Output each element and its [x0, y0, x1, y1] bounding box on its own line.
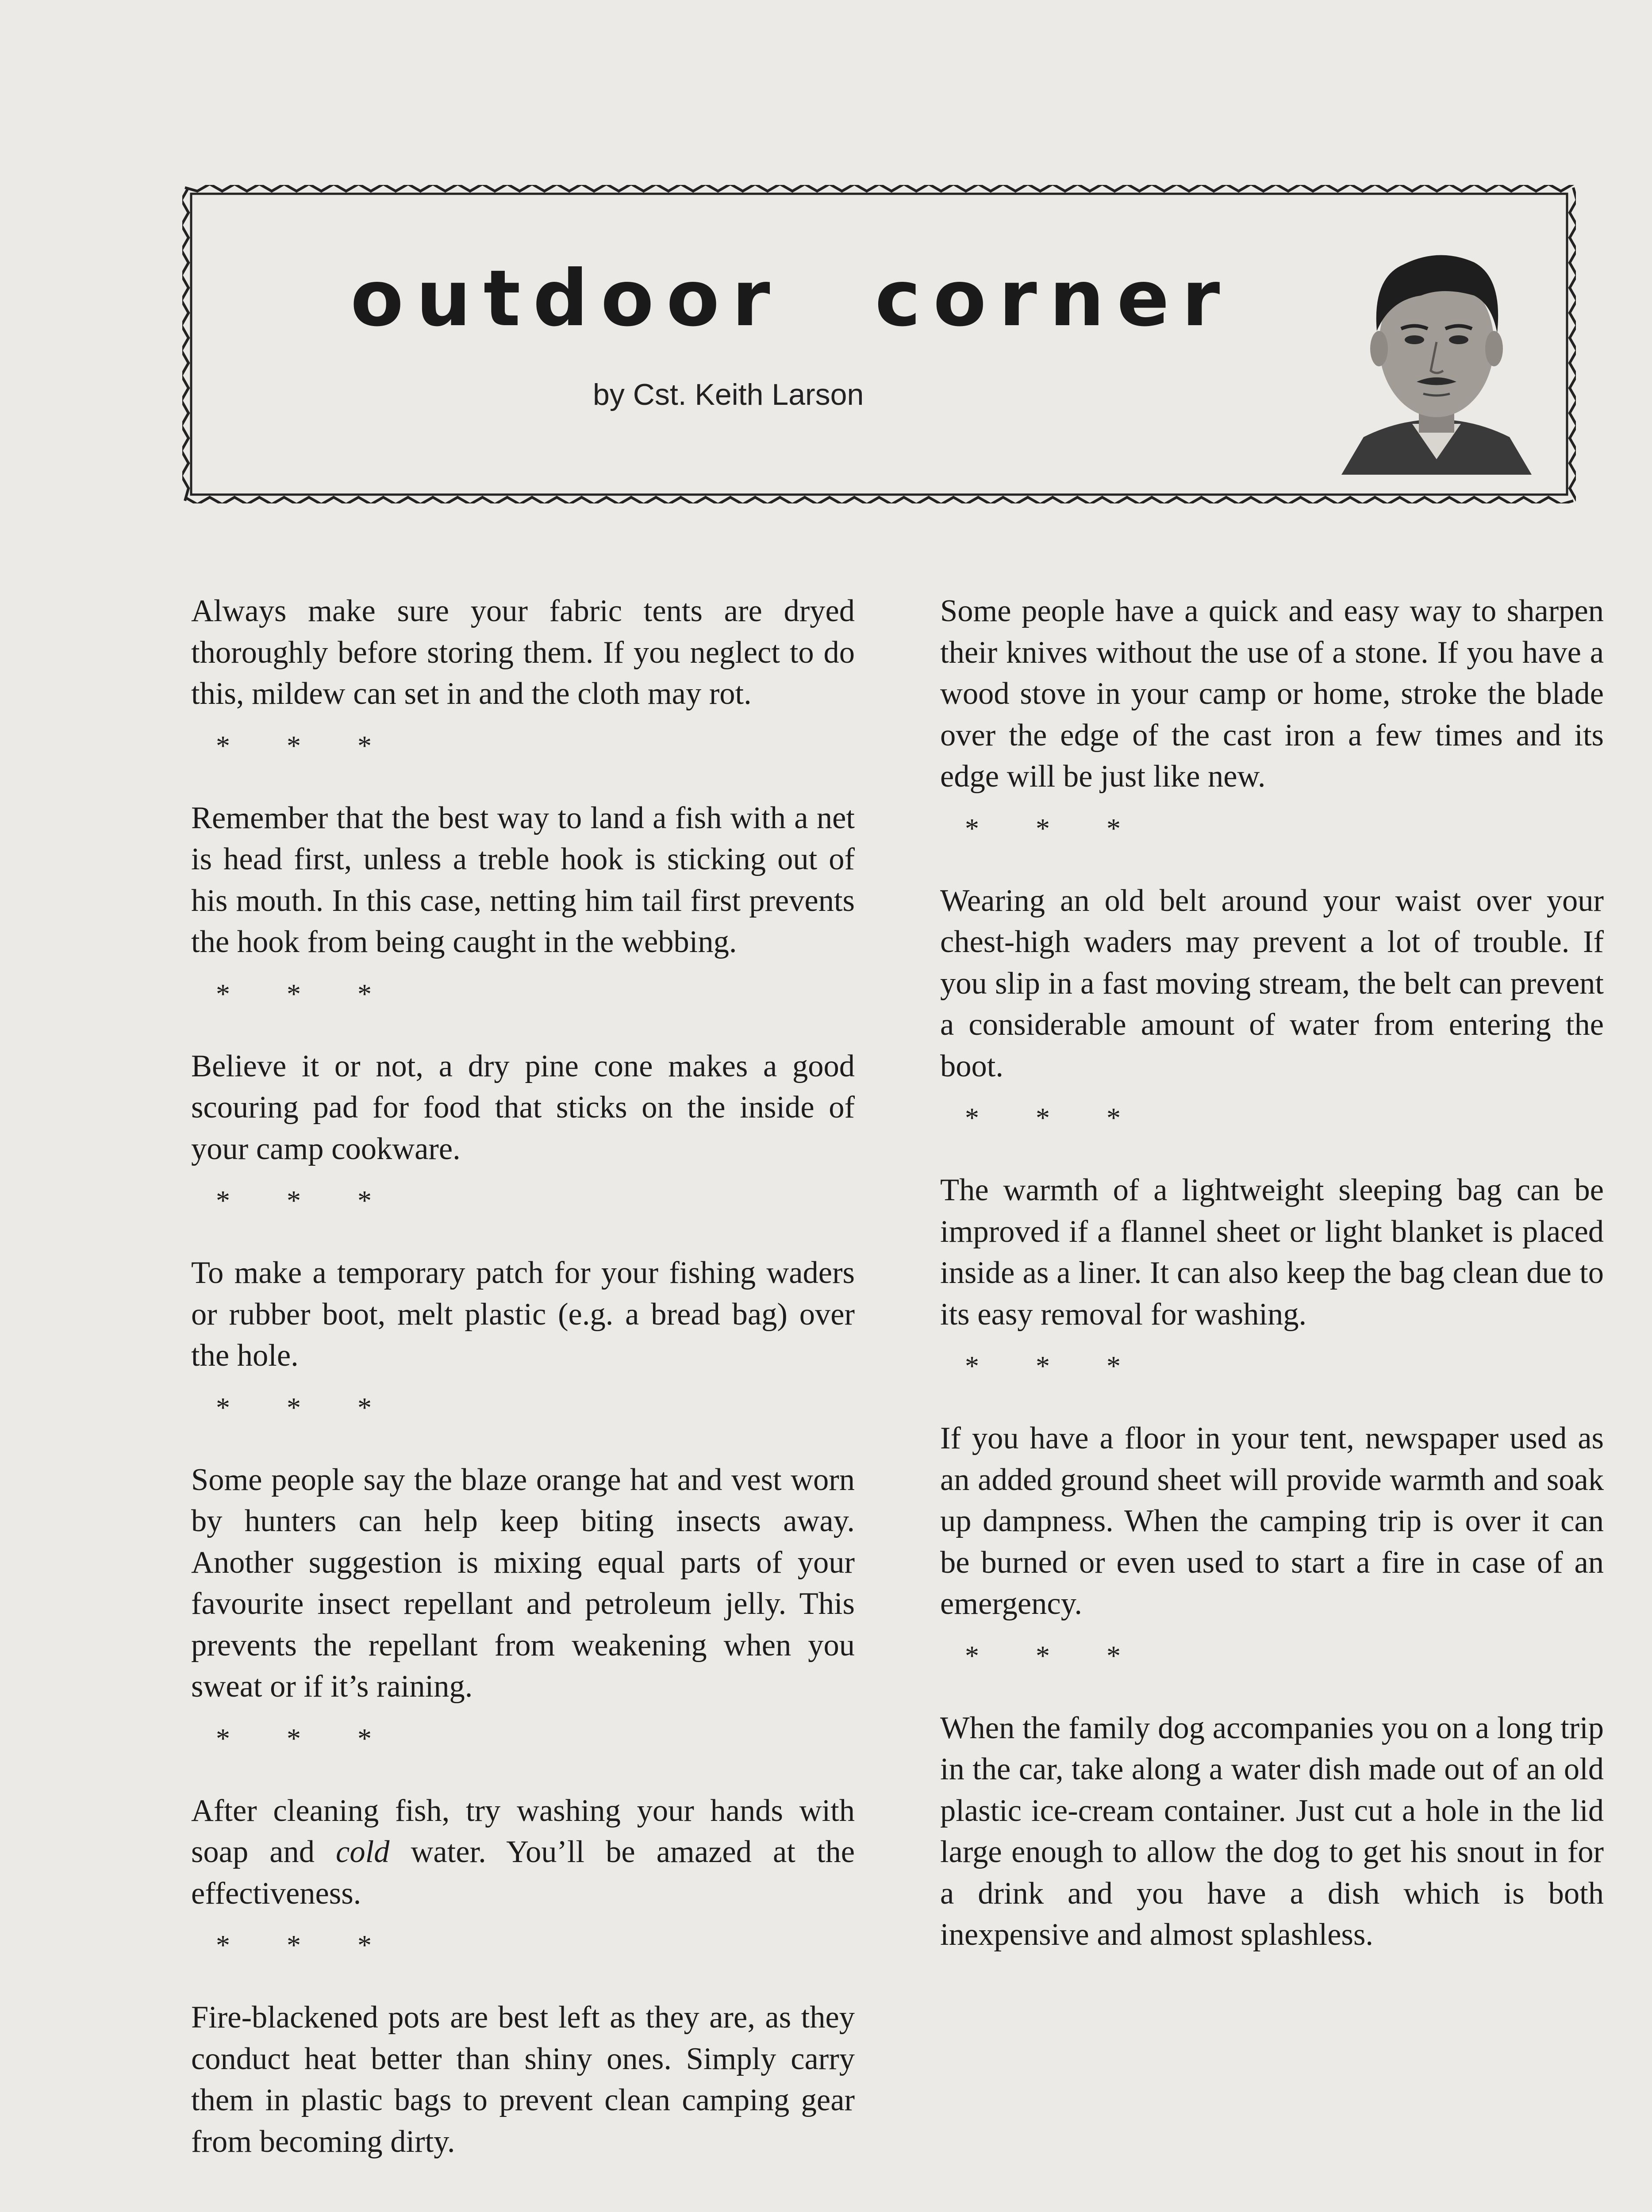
zigzag-border-edge [182, 188, 188, 501]
tip-dog-water-dish: When the family dog accompanies you on a long trip in the car, take along a water dish made out of an old plastic ice-cream container. Just cut a hole in the lid large enough to allow the dog to get his snout in for a drink and you have a dish which is both inexpensive and almost splashless. [940, 1710, 1604, 1952]
tip-text-before: After cleaning fish, try washing your hands with soap and [191, 1793, 855, 1869]
section-separator: * * * [216, 978, 396, 1010]
tip-sleeping-bag-liner: The warmth of a lightweight sleeping bag can be improved if a flannel sheet or light blanket is placed inside as a liner. It can also keep the bag clean due to its easy removal for washing. [940, 1173, 1604, 1332]
section-separator: * * * [216, 1929, 396, 1961]
author-portrait [1333, 229, 1541, 475]
section-separator: * * * [965, 1102, 1145, 1133]
left-column [191, 591, 855, 2162]
author-byline: by Cst. Keith Larson [593, 378, 864, 411]
tip-wader-patch: To make a temporary patch for your fishing waders or rubber boot, melt plastic (e.g. a bread bag) over the hole. [191, 1256, 855, 1373]
column-title: outdoor corner [350, 254, 1233, 344]
tip-blackened-pots: Fire-blackened pots are best left as they are, as they conduct heat better than shiny ones. Simply carry them in plastic bags to prevent clean camping gear from becoming dirty. [191, 2000, 855, 2159]
section-separator: * * * [965, 1640, 1145, 1671]
zigzag-border-edge [185, 497, 1573, 503]
zigzag-border-edge [1570, 188, 1576, 501]
tip-insect-repellant: Some people say the blaze orange hat and vest worn by hunters can help keep biting insects away. Another suggestion is mixing equal parts of your favourite insect repellant and petroleum jelly. This prevents the repellant from weakening when you sweat or if it’s raining. [191, 1462, 855, 1704]
section-separator: * * * [216, 1185, 396, 1216]
zigzag-border-edge [185, 185, 1573, 191]
tip-newspaper-ground-sheet: If you have a floor in your tent, newspaper used as an added ground sheet will provide warmth and soak up dampness. When the camping trip is over it can be burned or even used to start a fire in case of an emergency. [940, 1421, 1604, 1621]
section-separator: * * * [216, 1391, 396, 1423]
section-separator: * * * [216, 1722, 396, 1754]
tip-belt-over-waders: Wearing an old belt around your waist over your chest-high waders may prevent a lot of trouble. If you slip in a fast moving stream, the belt can prevent a considerable amount of water from entering the boot. [940, 883, 1604, 1083]
tip-text-after: water. You’ll be amazed at the effectiveness. [191, 1835, 855, 1911]
section-separator: * * * [965, 812, 1145, 844]
section-separator: * * * [216, 730, 396, 761]
column-header-box [182, 185, 1576, 503]
tip-netting-fish: Remember that the best way to land a fish with a net is head first, unless a treble hook is sticking out of his mouth. In this case, netting him tail first prevents the hook from being caught in the webbing. [191, 800, 855, 959]
right-column [940, 591, 1604, 1956]
tip-cold-water-wash [191, 1790, 855, 1915]
tip-emphasis: cold [336, 1835, 390, 1869]
tip-pine-cone-scouring: Believe it or not, a dry pine cone makes a good scouring pad for food that sticks on the inside of your camp cookware. [191, 1048, 855, 1166]
section-separator: * * * [965, 1350, 1145, 1382]
tip-knife-sharpening: Some people have a quick and easy way to sharpen their knives without the use of a stone. If you have a wood stove in your camp or home, stroke the blade over the edge of the cast iron a few times and its edge will be just like new. [940, 594, 1604, 794]
tip-tent-drying: Always make sure your fabric tents are dryed thoroughly before storing them. If you neglect to do this, mildew can set in and the cloth may rot. [191, 594, 855, 711]
